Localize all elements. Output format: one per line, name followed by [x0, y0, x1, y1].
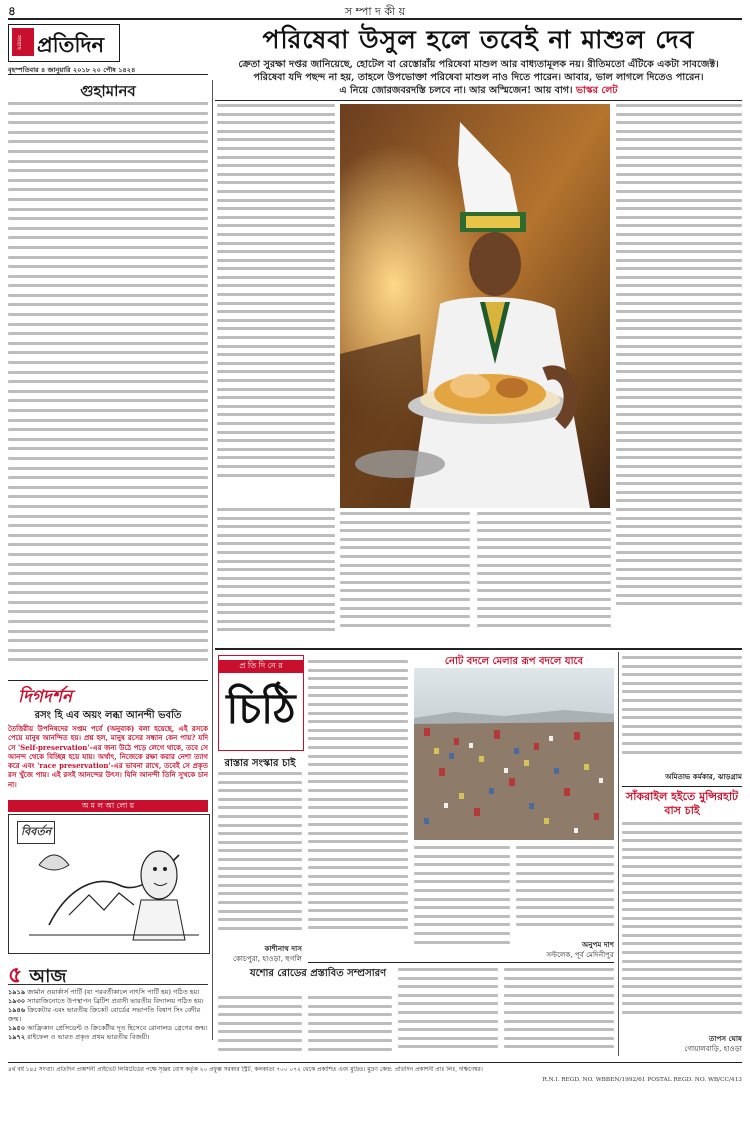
left-column-title: গুহামানব [80, 82, 136, 100]
letter4-author: তাপস ঘোষ [708, 1034, 742, 1043]
left-column-body [8, 102, 208, 662]
letters-section-small: প্র তি দি নে র [219, 660, 303, 673]
footer-rule [8, 1062, 742, 1063]
standfirst-rule [215, 100, 742, 101]
letter4-body [622, 822, 742, 1032]
letter3-title: নোট বদলে মেলার রূপ বদলে যাবে [444, 656, 584, 667]
digdarshan-body: তৈত্তিরীয় উপনিষদের সপ্তম পর্বে (অনুবাক) বলা হয়েছে, এই রসকে পেয়ে মানুষ আনন্দিত হয়। প্রশ্ন হল, মানুষ রসের সন্ধান কেন পায়? যদি সে 'Self-preservation'-এর জন্য উঠে পড়ে লেগে থাকে, তবে সে আনন্দ থেকে বিচ্ছিন্ন হয়ে যায়। অর্থাৎ, নিজেকে রক্ষা করার নেশা ত্যাগ করে এবং 'race preservation'-এর ভাবনা রাখে, তবেই সে প্রকৃত রস খুঁজে পায়। এই রসই আনন্দের উৎস। যিনি আনন্দী তিনি সুখকে চান না। [8, 724, 208, 789]
editorial-col-2-lower [340, 512, 470, 642]
footer-line-1: ৪র্থ বর্ষ ১৪৫ সংখ্যা। প্রতিদিন প্রকাশনী প্রাইভেট লিমিটেডের পক্ষে সৃঞ্জয় বোস কর্তৃক ২০ প্রফুল্ল সরকার স্ট্রিট, কলকাতা ৭০০ ০৭২ থেকে প্রকাশিত এবং মুদ্রিত। মুদ্রণ কেন্দ্র: প্রতিদিন প্রকাশনী প্রাঃ লিঃ, দক্ষিণেশ্বর। [8, 1067, 483, 1073]
mela-photo [414, 668, 614, 840]
left-column-divider [212, 80, 213, 1040]
footer-line-2: R.N.I. REGD. NO. WBBEN/1992/61 POSTAL REGD. NO. WB/CC/413 [542, 1077, 742, 1083]
letters-masthead [218, 655, 304, 751]
standfirst-line-3 [215, 84, 742, 97]
logo-small-text: সংবাদ [15, 35, 22, 50]
editorial-byline: ভাস্কর লেট [575, 85, 618, 96]
aaj-item [8, 988, 208, 997]
aaj-head [8, 958, 208, 988]
standfirst-line-3-text: এ নিয়ে জোরজবরদস্তি চলবে না। আর অস্মিজেন! আয় বাগ। [339, 85, 573, 96]
letters-section-big: চিঠি [226, 684, 296, 733]
letter3-col-2 [414, 846, 510, 956]
editorial-photo [340, 104, 610, 508]
logo [8, 24, 120, 62]
letter-lower-col-2 [504, 968, 614, 1056]
standfirst-line-1: ক্রেতা সুরক্ষা দপ্তর জানিয়েছে, হোটেল বা রেস্তোরাঁয় পরিষেবা মাশুল আর বাধ্যতামূলক নয়। রীতিমতো এঁটিকে একটা সাবজেক্ট। [238, 59, 719, 70]
standfirst-line-2: পরিষেবা যদি পছন্দ না হয়, তাহলে উপভোক্তা পরিষেবা মাশুল নাও দিতে পারেন। আবার, ভাল লাগলে দিতেও পারেন। [253, 72, 704, 83]
aaj-number: ৫ [8, 962, 23, 988]
digdarshan-head: দিগদর্শন [18, 687, 73, 707]
aaj-text: রাইফেল ও ভারত প্রকৃত প্রথম ভারতীয় বিজয়ী। [27, 1033, 150, 1041]
aaj-item [8, 1024, 208, 1033]
letters-right-divider [618, 652, 619, 1056]
letter-lower-col-1 [398, 968, 498, 1056]
letter4-rule [622, 786, 742, 787]
letter1-place: কোচপুরা, হাওড়া, হুগলি [232, 954, 302, 963]
aaj-year: ১৯১৯ [8, 988, 26, 996]
letters-mid-rule [308, 962, 614, 963]
aaj-text: জার্মান ওয়ার্কার্স পার্টি (যা পরবর্তীকালে নাৎসি পার্টি হয়) গঠিত হয়। [27, 988, 200, 996]
letter4-title: সাঁকরাইল হইতে মুন্সিরহাট বাস চাই [625, 790, 739, 817]
aaj-text: আফ্রিকান প্রেসিডেন্ট ও ক্রিকেটীয় দূত হিসেবে রোনালড গ্রেগের জন্ম। [27, 1024, 208, 1032]
dateline-rule [8, 74, 208, 75]
letter5-author: অমিতাভ কর্মকার, ঝাড়গ্রাম [665, 772, 742, 781]
aaj-year: ১৯৫০ [8, 1024, 26, 1032]
letter2-col-1 [218, 996, 302, 1056]
letter2-title: যশোর রোডের প্রস্তাবিত সম্প্রসারণ [249, 968, 387, 979]
letter3-place: সল্টলেক, পূর্ব মেদিনীপুর [546, 950, 614, 959]
letter1-title: রাস্তার সংস্কার চাই [224, 758, 296, 769]
letters-rule [215, 648, 742, 650]
logo-main-text: প্রতিদিন [37, 32, 105, 57]
letter3-author: অনুপম দাশ [582, 940, 614, 949]
letter2-col-2 [308, 996, 392, 1056]
digdarshan-rule [8, 680, 208, 681]
letter4-place: গোয়ালবাড়ি, হাওড়া [684, 1044, 742, 1053]
letter5-body [622, 656, 742, 766]
editorial-col-1 [217, 104, 335, 504]
letter3-col-3 [516, 846, 614, 936]
editorial-standfirst [215, 58, 742, 97]
aaj-item [8, 1033, 208, 1042]
aaj-year: ১৯৭২ [8, 1033, 26, 1041]
aaj-item [8, 1006, 208, 1024]
digdarshan-title: রসং হি এব অয়ং লব্ধা আনন্দী ভবতি [34, 710, 182, 721]
aaj-text: স্যারাজিনোতে উপস্থাপন ব্রিটিশ প্রবাসী ভারতীয় বিদ্যালয় গঠিত হয়। [27, 997, 204, 1005]
letter1-author: কাশীনাথ দাস [264, 944, 302, 953]
letter1-body [218, 772, 302, 942]
aaj-label: আজ [29, 966, 67, 987]
cartoon-head: অ ম ল আ লো য় [8, 800, 208, 812]
cartoon-frame [8, 814, 210, 954]
editorial-col-3 [616, 104, 742, 644]
aaj-item [8, 997, 208, 1006]
aaj-year: ১৯৩০ [8, 997, 26, 1005]
aaj-text: ক্রিকেটার এবং ভারতীয় ক্রিকেট বোর্ডের সভাপতি বিষাণ সিং বেদীর জন্ম। [8, 1006, 201, 1023]
page-number: ৪ [8, 4, 16, 18]
editorial-headline: পরিষেবা উসুল হলে তবেই না মাশুল দেব [262, 25, 695, 54]
dateline: বৃহস্পতিবার ৪ জানুয়ারি ২০১৮ ২০ পৌষ ১৪২৪ [8, 66, 136, 74]
section-title: স ম্পা দ কী য় [344, 5, 406, 18]
editorial-col-1-lower [217, 508, 335, 643]
cartoon-caption: বিবর্তন [17, 821, 55, 844]
aaj-list [8, 988, 208, 1042]
aaj-year: ১৯৪৬ [8, 1006, 26, 1014]
letter3-col-1 [308, 660, 408, 960]
editorial-col-2b-lower [477, 512, 611, 642]
